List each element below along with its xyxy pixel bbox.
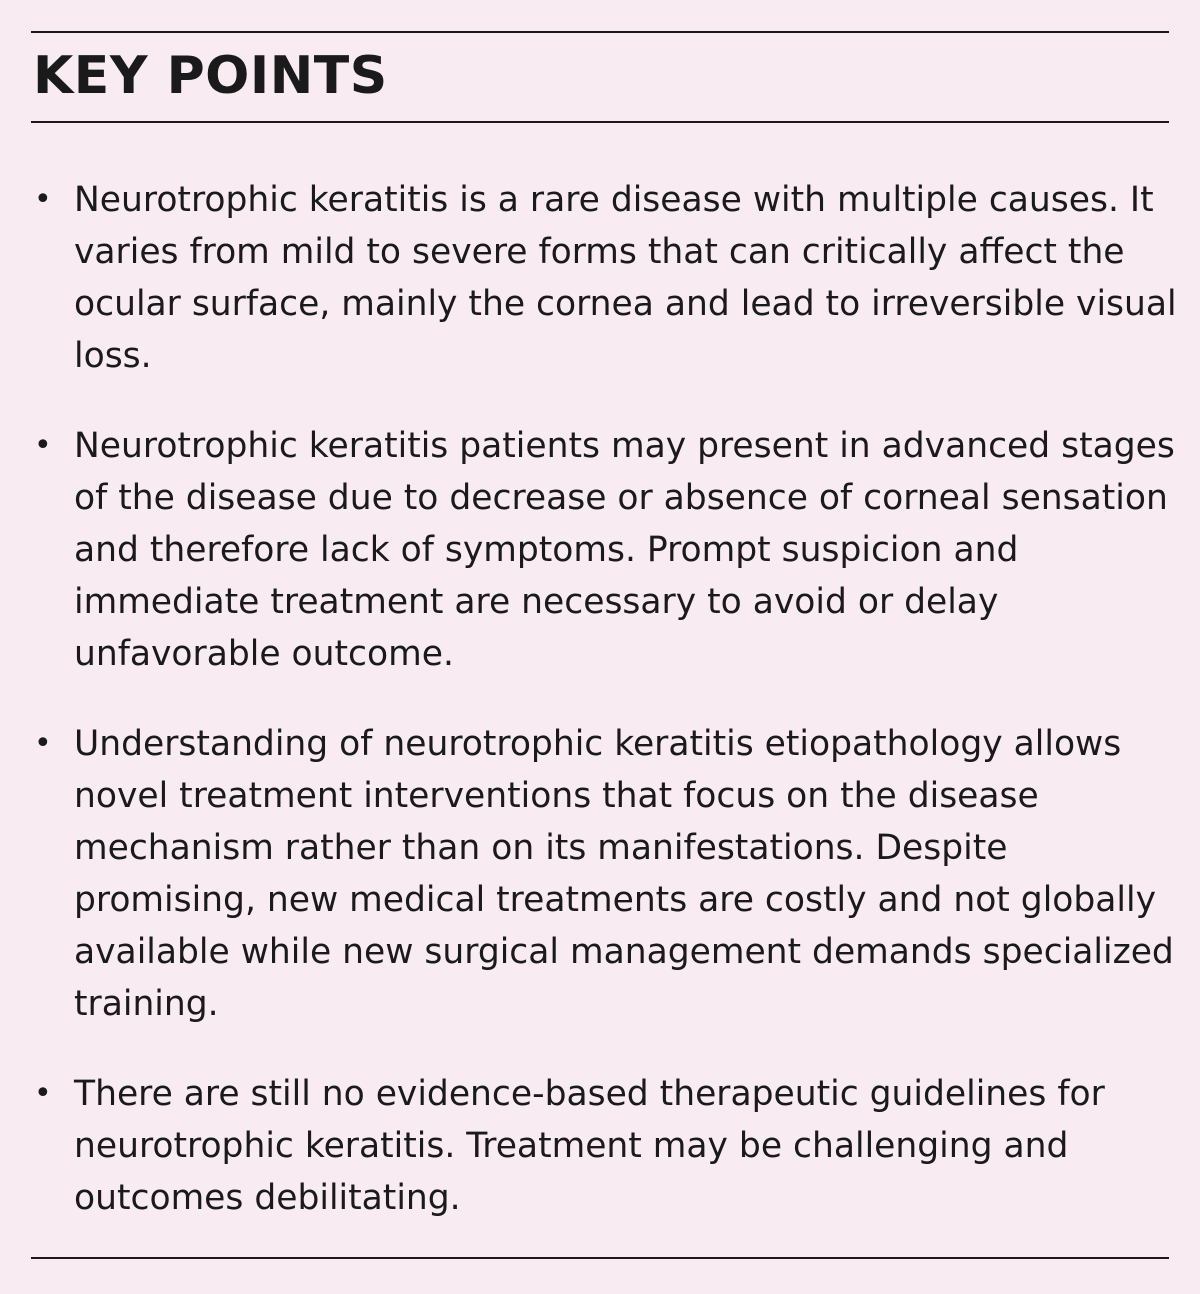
key-point-text: Understanding of neurotrophic keratitis etiopathology allows novel treatment interventions that focus on the disease mechanism rather than on its manifestations. Despite promising, new medical treatments are costly and not globally available while new surgical management demands specialized training. (74, 724, 1174, 1024)
title-divider (31, 121, 1169, 123)
key-point-4 (0, 1068, 1184, 1224)
key-point-text: Neurotrophic keratitis patients may present in advanced stages of the disease due to decrease or absence of corneal sensation and therefore lack of symptoms. Prompt suspicion and immediate treatment are necessary to avoid or delay unfavorable outcome. (74, 426, 1175, 674)
bullet-icon: • (34, 1076, 52, 1111)
top-rule (31, 31, 1169, 33)
key-point-3 (0, 718, 1184, 1030)
key-point-2 (0, 420, 1184, 680)
bullet-icon: • (34, 428, 52, 463)
key-point-text: There are still no evidence-based therapeutic guidelines for neurotrophic keratitis. Treatment may be challenging and outcomes debilitating. (74, 1074, 1105, 1218)
box-title: KEY POINTS (33, 46, 388, 106)
key-point-text: Neurotrophic keratitis is a rare disease with multiple causes. It varies from mild to severe forms that can critically affect the ocular surface, mainly the cornea and lead to irreversible visual loss. (74, 180, 1177, 376)
bullet-icon: • (34, 182, 52, 217)
key-point-1 (0, 174, 1184, 382)
key-points-list (0, 174, 1200, 1262)
bottom-rule (31, 1257, 1169, 1259)
bullet-icon: • (34, 726, 52, 761)
